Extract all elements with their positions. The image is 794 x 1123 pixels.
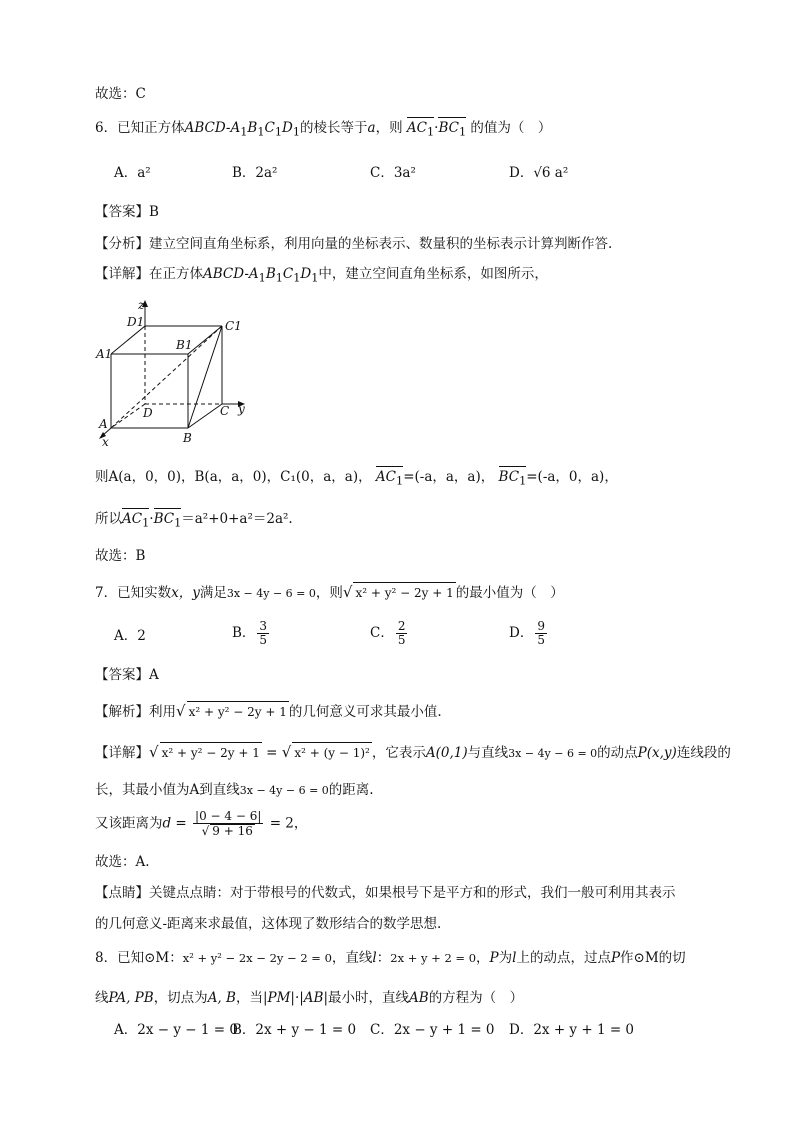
vertex-a1-label: A1 — [96, 347, 113, 361]
vector-bc1: $BC_1$ — [499, 467, 527, 492]
vector-bc1: $BC_1$ — [154, 509, 182, 534]
vertex-b-label: B — [183, 431, 192, 445]
vec-bc1-value: =(-a，0，a)， — [526, 469, 618, 485]
q8-l2b: ，切点为 — [153, 990, 208, 1006]
opt-b-num: 3 — [259, 619, 268, 633]
vertex-c-label: C — [220, 404, 230, 418]
dist-d: d = — [162, 815, 187, 832]
detail-tag: 【详解】 — [95, 266, 149, 282]
analysis-tag: 【解析】 — [95, 704, 149, 720]
q6-detail: 【详解】在正方体ABCD-$A_1B_1C_1D_1$中，建立空间直角坐标系，如图所示， — [95, 266, 548, 285]
dist-numerator: |0 − 4 − 6| — [195, 809, 262, 823]
q8-l2e: 的方程为（ ） — [428, 990, 524, 1006]
detail-root-2: x² + (y − 1)² — [292, 742, 372, 763]
q8-p: P — [489, 950, 499, 966]
answer-value: A — [149, 667, 159, 683]
opt-b-label: B． — [232, 625, 256, 641]
opt-d-label: D． — [509, 625, 534, 641]
q7-analysis: 【解析】利用√ x² + y² − 2y + 1 的几何意义可求其最小值. — [95, 702, 442, 720]
vector-ac1: $AC_1$ — [122, 509, 149, 534]
q8-option-d: D．2x + y + 1 = 0 — [509, 1022, 635, 1038]
vector-ac1: $AC_1$ — [407, 118, 434, 143]
q7-tip-line2: 的几何意义-距离来求最值，这体现了数形结合的数学思想. — [95, 916, 442, 932]
vector-bc1: $BC_1$ — [438, 118, 466, 143]
q8-option-a: A．2x − y − 1 = 0 — [114, 1022, 238, 1038]
line2-end: 的距离. — [328, 782, 374, 798]
q7-answer — [95, 665, 159, 685]
opt-d-num: 9 — [537, 619, 545, 633]
detail-tag: 【详解】 — [95, 745, 149, 761]
q8-line-eq: 2x + y + 2 = 0 — [390, 951, 477, 965]
analysis-tag: 【分析】 — [95, 236, 149, 252]
q6-then: ，则 — [375, 120, 403, 136]
detail-text-a: 在正方体 — [149, 266, 203, 282]
q7-option-c — [370, 620, 409, 647]
q6-option-a: A．a² — [114, 165, 151, 181]
opt-c-label: C． — [370, 625, 394, 641]
q8-mid2: ， — [476, 950, 490, 966]
result-text: ＝a²+0+a²＝2a². — [181, 511, 293, 527]
q7-equation: 3x − 4y − 6 = 0 — [226, 587, 316, 600]
so-text: 所以 — [95, 511, 122, 527]
q8-ab: A, B — [207, 990, 236, 1006]
q6-stem: 6．已知正方体ABCD-$A_1B_1C_1D_1$的棱长等于a，则 $AC_1\cdot BC_1$ 的值为（ ） — [95, 118, 551, 143]
q8-pa: PA, PB — [108, 990, 154, 1006]
point-a: A(0,1) — [425, 745, 468, 761]
q7-choose: 故选：A. — [95, 854, 150, 870]
q6-dot-label: 的值为（ ） — [470, 120, 552, 136]
analysis-b: 的几何意义可求其最小值. — [288, 704, 442, 720]
axis-z-label: z — [138, 298, 145, 312]
detail-mid: ，它表示 — [371, 745, 426, 761]
vertex-c1-label: C1 — [225, 319, 242, 333]
q6-answer — [95, 202, 159, 222]
q8-l2c: ，当 — [235, 990, 263, 1006]
answer-value: B — [149, 204, 159, 220]
q6-option-b: B．2a² — [232, 165, 278, 181]
q6-rest: 的棱长等于 — [300, 120, 368, 136]
tip-tag: 【点睛】 — [95, 885, 149, 901]
q8-option-c: C．2x − y + 1 = 0 — [370, 1022, 495, 1038]
q8-l: l — [372, 950, 377, 966]
coords-text: 则A(a，0，0)，B(a，a，0)，C₁(0，a，a)， — [95, 469, 372, 485]
q6-option-d: D．√6 a² — [509, 165, 569, 181]
q6-prefix: 6．已知正方体 — [95, 120, 185, 136]
q6-result: 所以$AC_1\cdot BC_1=a^2+0+a^2=2a^2$. — [95, 509, 293, 534]
answer-tag: 【答案】 — [95, 667, 149, 683]
q6-coords — [95, 467, 618, 492]
point-p: P(x,y) — [637, 745, 677, 761]
q7-tip — [95, 883, 676, 903]
detail-text-b: 中，建立空间直角坐标系，如图所示， — [318, 266, 548, 282]
vertex-b1-label: B1 — [176, 338, 193, 352]
detail-root-1: x² + y² − 2y + 1 — [160, 742, 262, 763]
dist-result: = 2， — [269, 815, 308, 832]
q8-option-b: B．2x + y − 1 = 0 — [232, 1022, 357, 1038]
opt-d-den: 5 — [537, 633, 545, 647]
q8-cond: |PM|·|AB| — [262, 990, 329, 1006]
q6-choose: 故选：B — [95, 548, 146, 564]
line2-text: 长，其最小值为A到直线 — [95, 782, 240, 798]
cube-figure — [95, 296, 255, 448]
q8-l2a: 线 — [95, 990, 109, 1006]
dist-text: 又该距离为 — [95, 815, 163, 832]
q8-circle-eq: x² + y² − 2x − 2y − 2 = 0 — [182, 951, 332, 965]
opt-c-num: 2 — [397, 619, 406, 633]
q8-mid4: 上的动点，过点 — [516, 950, 611, 966]
answer-tag: 【答案】 — [95, 204, 149, 220]
q8-mid5: 作⊙M的切 — [620, 950, 686, 966]
q8-colon: ： — [376, 950, 391, 966]
axis-x-label: x — [102, 435, 109, 448]
vector-ac1: $AC_1$ — [376, 467, 403, 492]
vertex-d1-label: D1 — [127, 315, 145, 329]
q6-cube-a: ABCD-A — [184, 120, 241, 136]
q7-prefix: 7．已知实数 — [95, 585, 172, 601]
axis-y-label: y — [238, 402, 245, 416]
q8-stem — [95, 948, 686, 968]
q8-p2: P — [610, 950, 621, 966]
q8-ab2: AB — [409, 990, 429, 1006]
q7-suffix: 的最小值为（ ） — [455, 585, 564, 601]
q8-mid3: 为 — [498, 950, 513, 966]
q7-option-b — [232, 620, 271, 647]
q8-l2d: 最小时，直线 — [328, 990, 410, 1006]
q7-root: x² + y² − 2y + 1 — [353, 582, 455, 603]
q7-detail-line2 — [95, 780, 374, 801]
opt-c-den: 5 — [397, 633, 406, 647]
q7-option-a: A．2 — [114, 628, 146, 644]
q8-prefix: 8．已知⊙M： — [95, 950, 183, 966]
detail-mid3: 的动点 — [597, 745, 638, 761]
q7-comma: ，则 — [315, 585, 343, 601]
q7-detail: 【详解】√ x² + y² − 2y + 1 = √ x² + (y − 1)² ，它表示A(0,1)与直线3x − 4y − 6 = 0的动点P(x,y)连线段的 — [95, 743, 731, 761]
vec-ac1-value: =(-a，a，a)， — [403, 469, 495, 485]
q7-option-d — [509, 620, 549, 647]
q7-distance: 又该距离为d = $\frac{|0 - 4 - 6|}{√ 9 + 16}$ = 2， — [95, 809, 308, 838]
opt-b-den: 5 — [259, 633, 268, 647]
q7-stem: 7．已知实数x，y满足3x − 4y − 6 = 0，则√ x² + y² − 2y + 1 的最小值为（ ） — [95, 583, 564, 601]
detail-eq: 3x − 4y − 6 = 0 — [508, 747, 598, 760]
line2-eq: 3x − 4y − 6 = 0 — [239, 784, 329, 797]
vertex-d-label: D — [143, 406, 153, 420]
tip-line1: 关键点点睛：对于带根号的代数式，如果根号下是平方和的形式，我们一般可利用其表示 — [149, 885, 676, 901]
q7-xy: x，y — [171, 585, 200, 601]
q6-analysis — [95, 234, 612, 254]
q8-stem-line2 — [95, 988, 523, 1008]
q7-cond: 满足 — [199, 585, 227, 601]
q5-answer: 故选：C — [95, 86, 146, 102]
q8-mid: ，直线 — [331, 950, 373, 966]
dist-denominator: 9 + 16 — [212, 824, 253, 838]
q8-l2: l — [512, 950, 517, 966]
analysis-text: 建立空间直角坐标系，利用向量的坐标表示、数量积的坐标表示计算判断作答. — [149, 236, 613, 252]
q6-a: a — [367, 120, 376, 136]
vertex-a-label: A — [99, 417, 108, 431]
q6-option-c: C．3a² — [370, 165, 416, 181]
analysis-a: 利用 — [149, 704, 176, 720]
detail-end: 连线段的 — [676, 745, 731, 761]
detail-mid2: 与直线 — [467, 745, 509, 761]
analysis-root: x² + y² − 2y + 1 — [187, 701, 289, 722]
